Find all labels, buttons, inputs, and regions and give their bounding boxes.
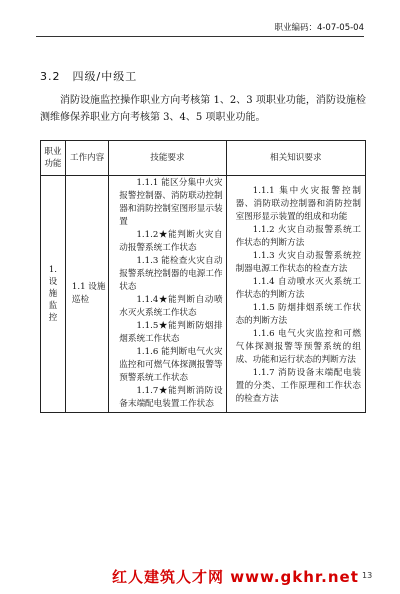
- knowledge-item: 1.1.4 自动喷水灭火系统工作状态的判断方法: [235, 277, 361, 300]
- page-number: 13: [362, 571, 373, 580]
- occupation-code: 职业编码：4-07-05-04: [274, 23, 364, 33]
- cell-knowledge: [226, 176, 365, 413]
- page-header: [36, 16, 364, 37]
- skill-item: 1.1.5★能判断防烟排烟系统工作状态: [119, 321, 223, 344]
- knowledge-item: 1.1.3 火灾自动报警系统控制器电源工作状态的检查方法: [235, 251, 361, 274]
- skill-item: 1.1.4★能判断自动喷水灭火系统工作状态: [119, 295, 223, 318]
- section-heading: [40, 68, 137, 84]
- table-row: [41, 176, 366, 413]
- cell-content: [65, 176, 108, 413]
- section-title: 四级/中级工: [72, 70, 138, 83]
- content-label: 1.1 设施巡检: [71, 282, 106, 305]
- skill-item: 1.1.1 能区分集中火灾报警控制器、消防联动控制器和消防控制室图形显示装置: [119, 178, 223, 227]
- skill-item: 1.1.6 能判断电气火灾监控和可燃气体探测报警等预警系统工作状态: [119, 347, 223, 383]
- knowledge-item: 1.1.2 火灾自动报警系统工作状态的判断方法: [235, 225, 361, 248]
- knowledge-item: 1.1.7 消防设备末端配电装置的分类、工作原理和工作状态的检查方法: [235, 368, 361, 404]
- header-content: 工作内容: [65, 141, 108, 176]
- cell-function: [41, 176, 66, 413]
- table-header-row: [41, 141, 366, 176]
- header-knowledge: 相关知识要求: [226, 141, 365, 176]
- watermark: 红人建筑人才网 www.gkhr.net: [112, 568, 359, 586]
- skill-item: 1.1.3 能检查火灾自动报警系统控制器的电源工作状态: [119, 256, 223, 292]
- knowledge-item: 1.1.5 防烟排烟系统工作状态的判断方法: [235, 303, 361, 326]
- knowledge-item: 1.1.6 电气火灾监控和可燃气体探测报警等预警系统的组成、功能和运行状态的判断方法: [235, 329, 361, 365]
- skill-item: 1.1.2★能判断火灾自动报警系统工作状态: [119, 230, 223, 253]
- intro-paragraph: 消防设施监控操作职业方向考核第 1、2、3 项职业功能，消防设施检测维修保养职业方向考核第 3、4、5 项职业功能。: [40, 95, 366, 123]
- skill-item: 1.1.7★能判断消防设备末端配电装置工作状态: [119, 386, 223, 409]
- header-function: 职业功能: [41, 141, 66, 176]
- knowledge-item: 1.1.1 集中火灾报警控制器、消防联动控制器和消防控制室图形显示装置的组成和功能: [235, 186, 361, 222]
- cell-skills: [109, 176, 226, 413]
- section-number: 3.2: [40, 70, 61, 83]
- header-skills: 技能要求: [109, 141, 226, 176]
- requirements-table: [40, 140, 366, 413]
- function-label: 1. 设施监控: [48, 265, 58, 323]
